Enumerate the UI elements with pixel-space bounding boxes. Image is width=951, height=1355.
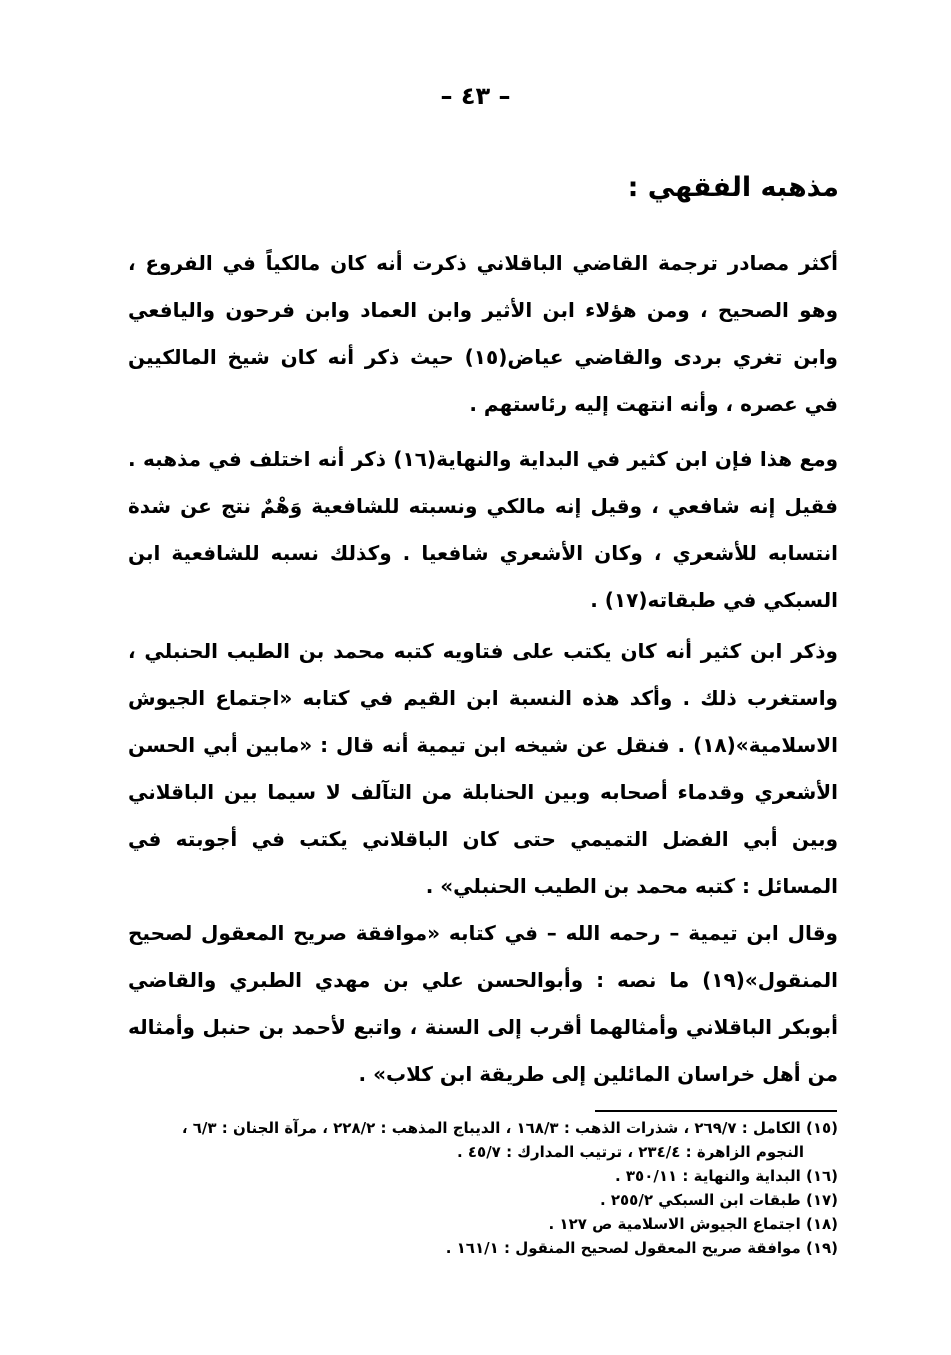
footnote-19: (١٩) موافقة صريح المعقول لصحيح المنقول : ١٦١/١ . <box>445 1239 838 1257</box>
footnote-18: (١٨) اجتماع الجيوش الاسلامية ص ١٢٧ . <box>548 1215 838 1233</box>
footnote-15-continued: النجوم الزاهرة : ٢٣٤/٤ ، ترتيب المدارك : ٤٥/٧ . <box>456 1143 804 1161</box>
paragraph-text: وقال ابن تيمية – رحمه الله – في كتابه «موافقة صريح المعقول لصحيح المنقول»(١٩) ما نصه : وأبوالحسن علي بن مهدي الطبري والقاضي أبوبكر الباقلاني وأمثالهما أقرب إلى السنة ، واتبع لأحمد بن حنبل وأمثاله من أهل خراسان المائلين إلى طريقة ابن كلاب» . <box>128 921 838 1086</box>
paragraph-text: وذكر ابن كثير أنه كان يكتب على فتاويه كتبه محمد بن الطيب الحنبلي ، واستغرب ذلك . وأكد هذه النسبة ابن القيم في كتابه «اجتماع الجيوش الاسلامية»(١٨) . فنقل عن شيخه ابن تيمية أنه قال : «مابين أبي الحسن الأشعري وقدماء أصحابه وبين الحنابلة من التآلف لا سيما بين الباقلاني وبين أبي الفضل التميمي حتى كان الباقلاني يكتب في أجوبته في المسائل : كتبه محمد بن الطيب الحنبلي» . <box>128 639 838 898</box>
footnote-15: (١٥) الكامل : ٢٦٩/٧ ، شذرات الذهب : ١٦٨/٣ ، الديباج المذهب : ٢٢٨/٢ ، مرآة الجنان : ٦/٣ ، <box>181 1119 838 1137</box>
page-number: – ٤٣ – <box>440 82 511 110</box>
footnotes <box>128 1116 838 1260</box>
paragraph-madhhab-maliki <box>128 240 838 428</box>
paragraph-text: أكثر مصادر ترجمة القاضي الباقلاني ذكرت أنه كان مالكياً في الفروع ، وهو الصحيح ، ومن هؤلاء ابن الأثير وابن العماد وابن فرحون واليافعي وابن تغري بردى والقاضي عياض(١٥) حيث ذكر أنه كان شيخ المالكيين في عصره ، وأنه انتهت إليه رئاستهم . <box>128 251 838 416</box>
footnote-divider <box>595 1110 837 1112</box>
paragraph-text: ومع هذا فإن ابن كثير في البداية والنهاية(١٦) ذكر أنه اختلف في مذهبه . فقيل إنه شافعي ، وقيل إنه مالكي ونسبته للشافعية وَهْمٌ نتج عن شدة انتسابه للأشعري ، وكان الأشعري شافعيا . وكذلك نسبه للشافعية ابن السبكي في طبقاته(١٧) . <box>128 447 839 612</box>
paragraph-hanbali-signature <box>128 628 838 910</box>
footnote-16: (١٦) البداية والنهاية : ٣٥٠/١١ . <box>614 1167 838 1185</box>
footnote-17: (١٧) طبقات ابن السبكي ٢٥٥/٢ . <box>599 1191 838 1209</box>
paragraph-ibn-kathir-dispute <box>128 436 838 624</box>
paragraph-ibn-taymiyya-quote <box>128 910 838 1098</box>
section-heading: مذهبه الفقهي : <box>627 172 839 203</box>
